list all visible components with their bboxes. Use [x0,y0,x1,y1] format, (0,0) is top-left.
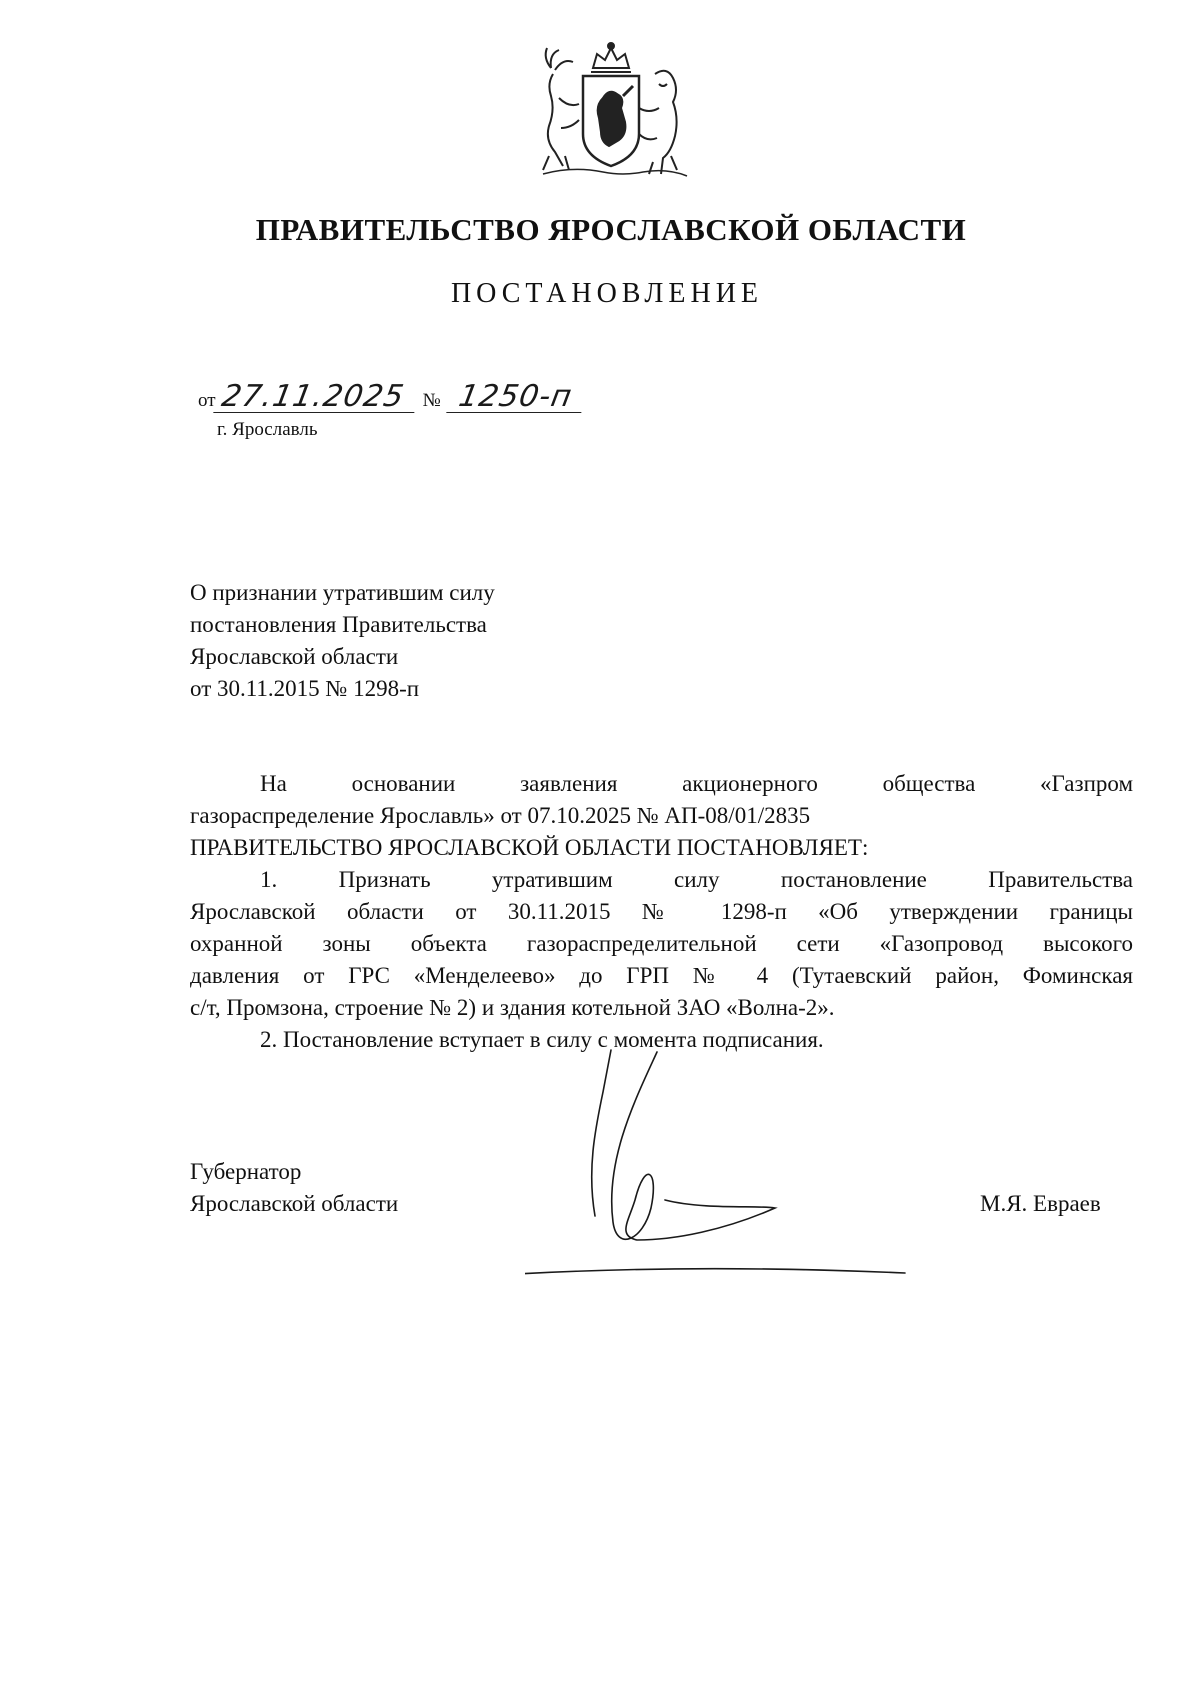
subject-line: от 30.11.2015 № 1298-п [190,676,420,701]
position-line: Ярославской области [190,1191,399,1216]
body-line: 1. Признать утратившим силу постановление Правительства [260,867,1133,892]
subject-line: постановления Правительства [190,612,487,637]
number-prefix: № [422,390,441,411]
coat-of-arms-icon [531,38,691,188]
number-handwritten: 1250-п [446,382,586,413]
position-line: Губернатор [190,1159,302,1184]
city: г. Ярославль [217,419,318,440]
body-line: давления от ГРС «Менделеево» до ГРП № 4 (Тутаевский район, Фоминская [190,963,1133,988]
date-handwritten: 27.11.2025 [213,382,419,413]
handwritten-signature [525,1040,995,1280]
document-type: ПОСТАНОВЛЕНИЕ [450,278,764,309]
body-line: На основании заявления акционерного общества «Газпром [260,771,1133,796]
body-line: 2. Постановление вступает в силу с момента подписания. [260,1027,824,1052]
body-line: Ярославской области от 30.11.2015 № 1298-п «Об утверждении границы [190,899,1133,924]
body-line: охранной зоны объекта газораспределительной сети «Газопровод высокого [190,931,1133,956]
body-line: ПРАВИТЕЛЬСТВО ЯРОСЛАВСКОЙ ОБЛАСТИ ПОСТАНОВЛЯЕТ: [190,835,869,860]
body-line: с/т, Промзона, строение № 2) и здания котельной ЗАО «Волна-2». [190,995,835,1020]
document-subject [190,577,495,705]
document-body [190,768,1133,1056]
subject-line: Ярославской области [190,644,399,669]
subject-line: О признании утратившим силу [190,580,495,605]
body-line: газораспределение Ярославль» от 07.10.2025 № АП-08/01/2835 [190,803,811,828]
registration-line [198,379,584,414]
government-title: ПРАВИТЕЛЬСТВО ЯРОСЛАВСКОЙ ОБЛАСТИ [255,212,967,247]
date-prefix: от [198,390,216,411]
signatory-name: М.Я. Евраев [980,1191,1101,1216]
signatory-position [190,1156,398,1220]
